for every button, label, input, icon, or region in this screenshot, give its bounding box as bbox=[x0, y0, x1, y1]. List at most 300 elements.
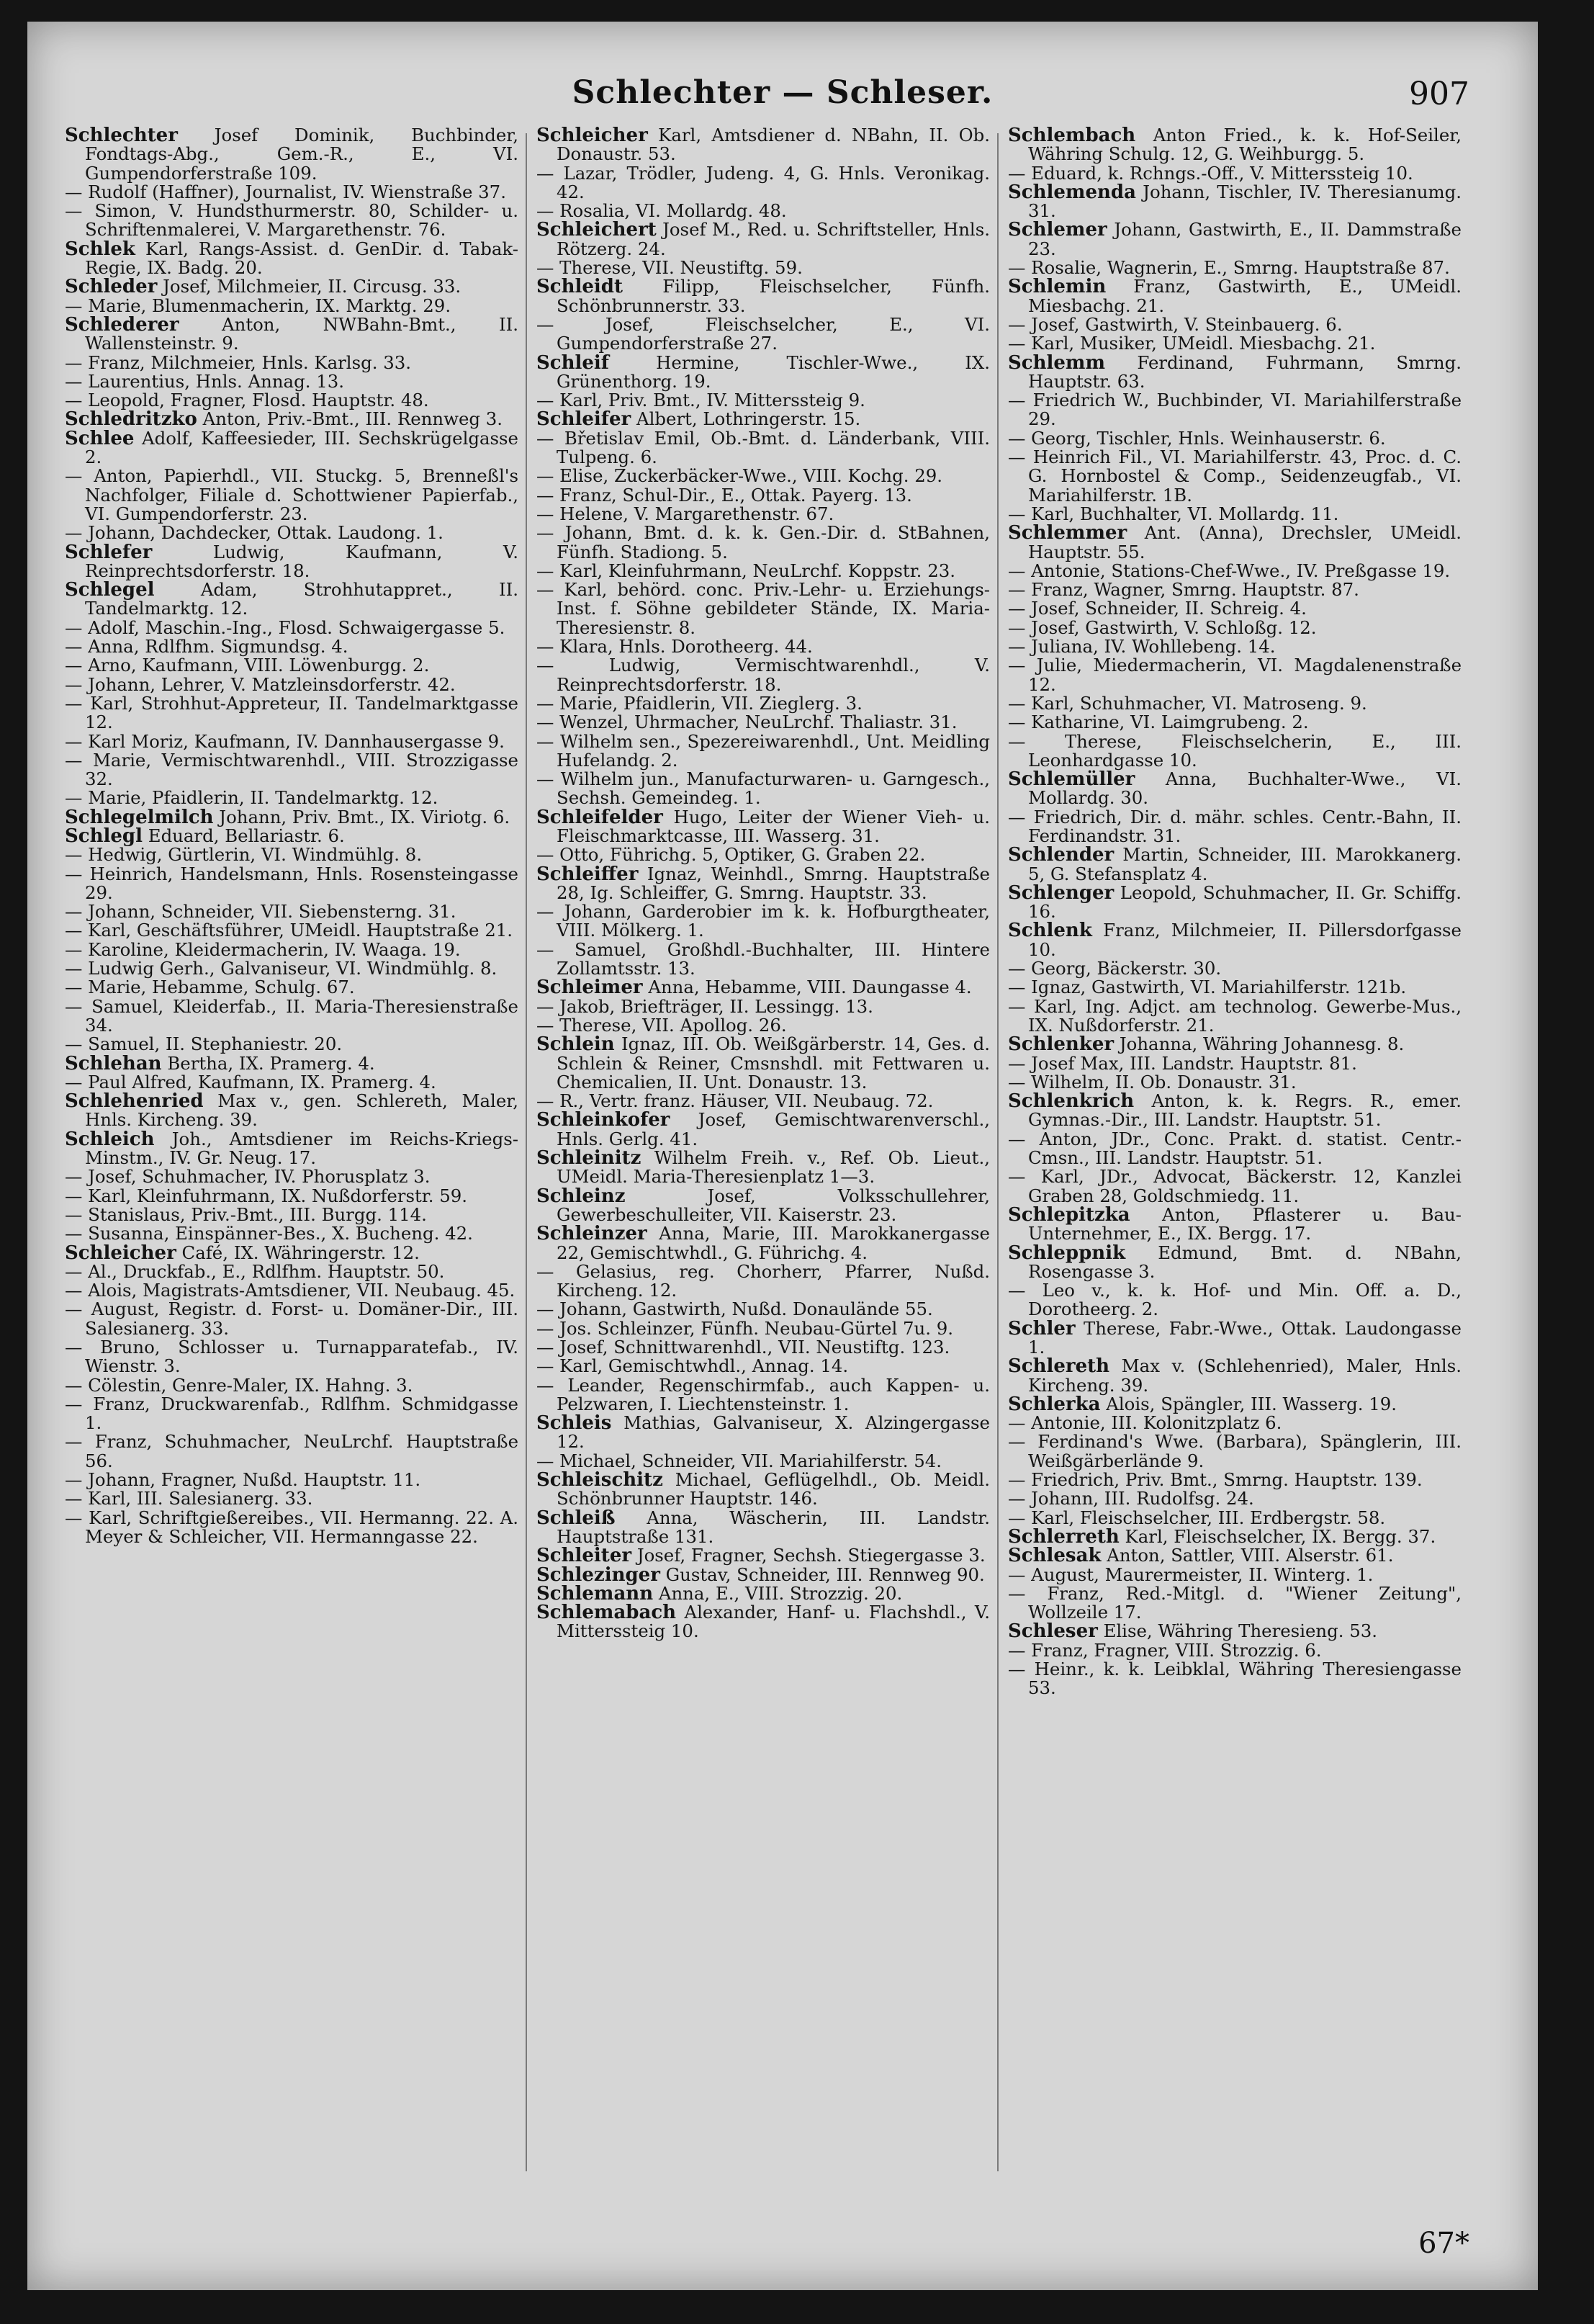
entry-text: — Josef Max, III. Landstr. Hauptstr. 81. bbox=[1008, 1052, 1357, 1074]
entry-text: — Anton, JDr., Conc. Prakt. d. statist. Centr.-Cmsn., III. Landstr. Hauptstr. 51. bbox=[1008, 1128, 1462, 1169]
entry-text: Elise, Währing Theresieng. 53. bbox=[1103, 1620, 1378, 1642]
entry-text: Joh., Amtsdiener im Reichs-Kriegs-Minstm., IV. Gr. Neug. 17. bbox=[85, 1128, 518, 1169]
entry-surname: Schlerka bbox=[1008, 1393, 1101, 1415]
entry-surname: Schlembach bbox=[1008, 126, 1136, 146]
entry-text: Bertha, IX. Pramerg. 4. bbox=[167, 1052, 375, 1074]
directory-entry bbox=[1008, 448, 1462, 505]
entry-text: — Cölestin, Genre-Maler, IX. Hahng. 3. bbox=[65, 1374, 413, 1396]
directory-entry bbox=[1008, 997, 1462, 1036]
directory-entry bbox=[65, 1432, 518, 1471]
directory-entry bbox=[65, 1244, 518, 1262]
entry-surname: Schlemabach bbox=[536, 1602, 677, 1624]
entry-text: — Elise, Zuckerbäcker-Wwe., VIII. Kochg. 29. bbox=[536, 465, 942, 487]
directory-entry bbox=[536, 1338, 990, 1357]
entry-text: — Karl Moriz, Kaufmann, IV. Dannhausergasse 9. bbox=[65, 730, 505, 752]
entry-text: — Antonie, Stations-Chef-Wwe., IV. Preßgasse 19. bbox=[1008, 560, 1451, 581]
column-1 bbox=[65, 126, 518, 2186]
directory-entry bbox=[1008, 580, 1462, 599]
entry-surname: Schleiffer bbox=[536, 863, 639, 885]
directory-entry bbox=[536, 1603, 990, 1641]
entry-surname: Schlehan bbox=[65, 1052, 162, 1074]
directory-entry bbox=[536, 259, 990, 277]
entry-surname: Schleif bbox=[536, 351, 609, 374]
directory-entry bbox=[1008, 959, 1462, 978]
entry-surname: Schlegel bbox=[65, 579, 155, 601]
directory-entry bbox=[1008, 315, 1462, 334]
directory-entry bbox=[65, 808, 518, 827]
entry-surname: Schlenkrich bbox=[1008, 1090, 1135, 1113]
entry-text: — August, Registr. d. Forst- u. Domäner-Dir., III. Salesianerg. 33. bbox=[65, 1298, 518, 1339]
directory-entry bbox=[65, 694, 518, 732]
entry-text: — Johann, Fragner, Nußd. Hauptstr. 11. bbox=[65, 1469, 421, 1491]
entry-text: Anton, Sattler, VIII. Alserstr. 61. bbox=[1107, 1545, 1394, 1566]
entry-text: Josef, Gemischtwarenverschl., Hnls. Gerlg. 41. bbox=[557, 1109, 990, 1149]
entry-text: Karl, Fleischselcher, IX. Bergg. 37. bbox=[1125, 1525, 1436, 1547]
directory-entry bbox=[65, 616, 518, 638]
entry-text: — Anna, Rdlfhm. Sigmundsg. 4. bbox=[65, 636, 348, 658]
directory-entry bbox=[1008, 694, 1462, 713]
directory-entry bbox=[536, 1509, 990, 1547]
entry-text: — Karl, Kleinfuhrmann, NeuLrchf. Koppstr. 23. bbox=[536, 560, 955, 581]
entry-text: — Karl, Geschäftsführer, UMeidl. Hauptstraße 21. bbox=[65, 920, 513, 941]
directory-entry bbox=[1008, 732, 1462, 771]
entry-surname: Schleich bbox=[65, 1128, 155, 1150]
columns bbox=[65, 126, 1476, 2186]
directory-entry bbox=[65, 1376, 518, 1395]
entry-text: — Georg, Bäckerstr. 30. bbox=[1008, 958, 1222, 979]
directory-entry bbox=[65, 372, 518, 391]
entry-text: Franz, Milchmeier, II. Pillersdorfgasse 10. bbox=[1028, 920, 1462, 960]
directory-entry bbox=[536, 467, 990, 485]
entry-text: Albert, Lothringerstr. 15. bbox=[636, 408, 861, 430]
directory-entry bbox=[536, 1035, 990, 1092]
entry-text: Adolf, Kaffeesieder, III. Sechskrügelgasse 2. bbox=[85, 427, 518, 468]
directory-entry bbox=[1008, 1471, 1462, 1489]
entry-text: — Rosalia, VI. Mollardg. 48. bbox=[536, 200, 787, 222]
entry-text: — Karl, Buchhalter, VI. Mollardg. 11. bbox=[1008, 503, 1339, 524]
directory-entry bbox=[536, 524, 990, 562]
directory-entry bbox=[65, 315, 518, 354]
entry-text: — Friedrich, Priv. Bmt., Smrng. Hauptstr. 139. bbox=[1008, 1469, 1423, 1491]
entry-text: — Samuel, II. Stephaniestr. 20. bbox=[65, 1033, 343, 1055]
entry-text: Anton, Pflasterer u. Bau-Unternehmer, E., IX. Bergg. 17. bbox=[1028, 1203, 1462, 1244]
entry-text: — Karl, behörd. conc. Priv.-Lehr- u. Erziehungs-Inst. f. Söhne gebildeter Stände, IX. Maria-Theresienstr. 8. bbox=[536, 579, 990, 638]
entry-text: Leopold, Schuhmacher, II. Gr. Schiffg. 16. bbox=[1028, 881, 1462, 923]
directory-entry bbox=[536, 808, 990, 846]
directory-entry bbox=[1008, 770, 1462, 808]
directory-entry bbox=[65, 1281, 518, 1300]
page-number: 907 bbox=[1409, 76, 1469, 112]
directory-entry bbox=[65, 429, 518, 467]
entry-text: Anna, Marie, III. Marokkanergasse 22, Gemischtwhdl., G. Führichg. 4. bbox=[557, 1223, 990, 1263]
entry-surname: Schlein bbox=[536, 1033, 615, 1056]
directory-entry bbox=[65, 978, 518, 997]
entry-surname: Schlenker bbox=[1008, 1033, 1115, 1056]
entry-text: Anton, Priv.-Bmt., III. Rennweg 3. bbox=[202, 408, 503, 430]
entry-text: — Leander, Regenschirmfab., auch Kappen- u. Pelzwaren, I. Liechtensteinstr. 1. bbox=[536, 1374, 990, 1414]
entry-text: Ignaz, III. Ob. Weißgärberstr. 14, Ges. d. Schlein & Reiner, Cmsnshdl. mit Fettwaren u. Chemicalien, II. Unt. Donaustr. 13. bbox=[557, 1033, 990, 1093]
directory-entry bbox=[536, 732, 990, 771]
entry-text: — Karl, Ing. Adjct. am technolog. Gewerbe-Mus., IX. Nußdorferstr. 21. bbox=[1008, 995, 1462, 1036]
entry-text: — Josef, Schneider, II. Schreig. 4. bbox=[1008, 598, 1307, 619]
directory-entry bbox=[1008, 616, 1462, 638]
directory-entry bbox=[1008, 1073, 1462, 1092]
entry-text: — Franz, Schuhmacher, NeuLrchf. Hauptstraße 56. bbox=[65, 1431, 518, 1471]
entry-text: — Karl, Fleischselcher, III. Erdbergstr. 58. bbox=[1008, 1507, 1386, 1528]
entry-text: Josef Dominik, Buchbinder, Fondtags-Abg., Gem.-R., E., VI. Gumpendorferstraße 109. bbox=[85, 126, 518, 184]
entry-text: — Franz, Wagner, Smrng. Hauptstr. 87. bbox=[1008, 579, 1359, 601]
directory-entry bbox=[536, 845, 990, 864]
directory-entry bbox=[1008, 505, 1462, 524]
directory-entry bbox=[536, 1357, 990, 1376]
entry-text: Adam, Strohhutappret., II. Tandelmarktg. 12. bbox=[85, 579, 518, 619]
entry-surname: Schleimer bbox=[536, 977, 643, 999]
directory-entry bbox=[65, 938, 518, 960]
directory-entry bbox=[536, 202, 990, 220]
directory-entry bbox=[536, 391, 990, 410]
entry-surname: Schleinitz bbox=[536, 1147, 641, 1170]
entry-text: Anna, Wäscherin, III. Landstr. Hauptstraße 131. bbox=[557, 1507, 990, 1547]
entry-text: Johanna, Währing Johannesg. 8. bbox=[1119, 1033, 1405, 1055]
entry-text: — Michael, Schneider, VII. Mariahilferstr. 54. bbox=[536, 1450, 942, 1471]
entry-text: — Heinr., k. k. Leibklal, Währing Theresiengasse 53. bbox=[1008, 1659, 1462, 1699]
entry-text: — Otto, Führichg. 5, Optiker, G. Graben 22. bbox=[536, 844, 926, 866]
entry-text: — Simon, V. Hundsthurmerstr. 80, Schilder- u. Schriftenmalerei, V. Margarethenstr. 76. bbox=[65, 200, 518, 241]
entry-surname: Schlender bbox=[1008, 844, 1115, 866]
entry-text: — Paul Alfred, Kaufmann, IX. Pramerg. 4. bbox=[65, 1071, 436, 1093]
entry-text: Café, IX. Währingerstr. 12. bbox=[181, 1242, 420, 1263]
entry-text: — Klara, Hnls. Dorotheerg. 44. bbox=[536, 636, 813, 658]
entry-text: — Heinrich Fil., VI. Mariahilferstr. 43, Proc. d. C. G. Hornbostel & Comp., Seidenzeugfab., VI. Mariahilferstr. 1B. bbox=[1008, 447, 1462, 506]
entry-text: — Johann, Dachdecker, Ottak. Laudong. 1. bbox=[65, 522, 443, 544]
directory-entry bbox=[1008, 656, 1462, 694]
directory-entry bbox=[1008, 881, 1462, 923]
entry-text: — Therese, VII. Apollog. 26. bbox=[536, 1014, 787, 1036]
directory-entry bbox=[65, 865, 518, 903]
directory-entry bbox=[536, 1092, 990, 1111]
entry-text: — Rosalie, Wagnerin, E., Smrng. Hauptstraße 87. bbox=[1008, 257, 1450, 279]
entry-surname: Schleifelder bbox=[536, 806, 663, 828]
directory-entry bbox=[536, 1300, 990, 1319]
directory-entry bbox=[536, 938, 990, 979]
entry-text: Ferdinand, Fuhrmann, Smrng. Hauptstr. 63. bbox=[1028, 351, 1462, 392]
entry-surname: Schlee bbox=[65, 427, 135, 449]
entry-text: — Ludwig Gerh., Galvaniseur, VI. Windmühlg. 8. bbox=[65, 958, 497, 979]
entry-text: Anton Fried., k. k. Hof-Seiler, Währing Schulg. 12, G. Weihburgg. 5. bbox=[1028, 126, 1462, 165]
entry-text: — Samuel, Kleiderfab., II. Maria-Theresienstraße 34. bbox=[65, 995, 518, 1036]
entry-text: Josef M., Red. u. Schriftsteller, Hnls. Rötzerg. 24. bbox=[557, 219, 990, 259]
directory-entry bbox=[1008, 1130, 1462, 1168]
directory-entry bbox=[65, 297, 518, 315]
directory-entry bbox=[65, 1130, 518, 1168]
entry-text: Eduard, Bellariastr. 6. bbox=[148, 825, 345, 846]
directory-entry bbox=[1008, 1319, 1462, 1358]
directory-entry bbox=[65, 1054, 518, 1073]
entry-text: Franz, Gastwirth, E., UMeidl. Miesbachg. 21. bbox=[1028, 276, 1462, 316]
directory-entry bbox=[65, 845, 518, 864]
entry-surname: Schlenk bbox=[1008, 920, 1092, 942]
entry-text: — Heinrich, Handelsmann, Hnls. Rosensteingasse 29. bbox=[65, 863, 518, 903]
directory-entry bbox=[65, 959, 518, 978]
directory-entry bbox=[536, 1319, 990, 1338]
directory-entry bbox=[536, 694, 990, 713]
entry-text: — Johann, III. Rudolfsg. 24. bbox=[1008, 1488, 1254, 1509]
entry-surname: Schlechter bbox=[65, 126, 178, 146]
entry-text: Anna, Buchhalter-Wwe., VI. Mollardg. 30. bbox=[1028, 768, 1462, 809]
column-2 bbox=[536, 126, 990, 2186]
entry-text: — Karl, Schuhmacher, VI. Matroseng. 9. bbox=[1008, 692, 1367, 714]
directory-entry bbox=[536, 1584, 990, 1603]
directory-entry bbox=[1008, 978, 1462, 997]
entry-surname: Schlereth bbox=[1008, 1355, 1110, 1378]
directory-entry bbox=[65, 732, 518, 751]
directory-entry bbox=[65, 183, 518, 202]
directory-entry bbox=[65, 997, 518, 1036]
entry-text: — Arno, Kaufmann, VIII. Löwenburgg. 2. bbox=[65, 655, 430, 676]
entry-surname: Schleis bbox=[536, 1412, 612, 1435]
entry-surname: Schleischitz bbox=[536, 1469, 663, 1491]
directory-entry bbox=[536, 505, 990, 524]
entry-text: — Georg, Tischler, Hnls. Weinhauserstr. 6. bbox=[1008, 427, 1386, 449]
running-head: Schlechter — Schleser. bbox=[572, 74, 994, 111]
directory-entry bbox=[1008, 391, 1462, 429]
entry-text: — Gelasius, reg. Chorherr, Pfarrer, Nußd. Kircheng. 12. bbox=[536, 1260, 990, 1301]
directory-entry bbox=[1008, 1563, 1462, 1585]
directory-entry bbox=[65, 673, 518, 695]
entry-text: — Ignaz, Gastwirth, VI. Mariahilferstr. 121b. bbox=[1008, 977, 1407, 998]
directory-entry bbox=[1008, 1509, 1462, 1527]
entry-surname: Schlesak bbox=[1008, 1545, 1102, 1567]
entry-text: — R., Vertr. franz. Häuser, VII. Neubaug. 72. bbox=[536, 1090, 934, 1112]
entry-surname: Schlenger bbox=[1008, 881, 1115, 904]
directory-entry bbox=[1008, 921, 1462, 959]
entry-text: — Josef, Gastwirth, V. Steinbauerg. 6. bbox=[1008, 313, 1343, 335]
entry-surname: Schleinz bbox=[536, 1185, 626, 1207]
directory-entry bbox=[65, 126, 518, 183]
entry-surname: Schleder bbox=[65, 276, 158, 298]
entry-text: Hugo, Leiter der Wiener Vieh- u. Fleischmarktcasse, III. Wasserg. 31. bbox=[557, 806, 990, 846]
entry-text: Anton, k. k. Regrs. R., emer. Gymnas.-Dir., III. Landstr. Hauptstr. 51. bbox=[1028, 1090, 1462, 1131]
directory-entry bbox=[536, 865, 990, 903]
entry-surname: Schlehenried bbox=[65, 1090, 204, 1113]
page-header bbox=[27, 61, 1538, 126]
entry-surname: Schleinzer bbox=[536, 1223, 647, 1245]
entry-text: Martin, Schneider, III. Marokkanerg. 5, G. Stefansplatz 4. bbox=[1028, 844, 1462, 884]
entry-surname: Schleiter bbox=[536, 1545, 632, 1567]
entry-surname: Schlemin bbox=[1008, 276, 1107, 298]
directory-entry bbox=[1008, 808, 1462, 846]
entry-text: Max v., gen. Schlereth, Maler, Hnls. Kircheng. 39. bbox=[85, 1090, 518, 1131]
entry-text: — Josef, Schuhmacher, IV. Phorusplatz 3. bbox=[65, 1166, 431, 1188]
entry-text: — Marie, Blumenmacherin, IX. Marktg. 29. bbox=[65, 295, 451, 316]
entry-surname: Schledritzko bbox=[65, 408, 197, 431]
directory-entry bbox=[1008, 562, 1462, 580]
entry-text: — Adolf, Maschin.-Ing., Flosd. Schwaigergasse 5. bbox=[65, 616, 505, 638]
entry-text: — Karl, Musiker, UMeidl. Miesbachg. 21. bbox=[1008, 333, 1376, 354]
directory-entry bbox=[1008, 845, 1462, 884]
entry-text: — Franz, Red.-Mitgl. d. "Wiener Zeitung", Wollzeile 17. bbox=[1008, 1582, 1462, 1623]
entry-text: — Antonie, III. Kolonitzplatz 6. bbox=[1008, 1412, 1282, 1434]
entry-text: — Anton, Papierhdl., VII. Stuckg. 5, Brenneßl's Nachfolger, Filiale d. Schottwiener Papierfab., VI. Gumpendorferstr. 23. bbox=[65, 465, 518, 524]
directory-entry bbox=[1008, 1622, 1462, 1641]
entry-surname: Schlemer bbox=[1008, 219, 1107, 241]
entry-text: — Leopold, Fragner, Flosd. Hauptstr. 48. bbox=[65, 390, 429, 411]
entry-surname: Schleifer bbox=[536, 408, 631, 431]
entry-text: — Helene, V. Margarethenstr. 67. bbox=[536, 503, 834, 524]
directory-entry bbox=[1008, 1641, 1462, 1660]
directory-entry bbox=[536, 713, 990, 732]
entry-text: Michael, Geflügelhdl., Ob. Meidl. Schönbrunner Hauptstr. 146. bbox=[557, 1469, 990, 1509]
directory-entry bbox=[1008, 126, 1462, 164]
entry-text: Johann, Gastwirth, E., II. Dammstraße 23. bbox=[1028, 219, 1462, 259]
entry-text: — Marie, Pfaidlerin, VII. Zieglerg. 3. bbox=[536, 692, 863, 714]
entry-text: — Al., Druckfab., E., Rdlfhm. Hauptstr. 50. bbox=[65, 1260, 445, 1282]
directory-entry bbox=[65, 1092, 518, 1130]
entry-text: — Alois, Magistrats-Amtsdiener, VII. Neubaug. 45. bbox=[65, 1280, 515, 1301]
directory-entry bbox=[536, 220, 990, 259]
entry-text: — Wilhelm jun., Manufacturwaren- u. Garngesch., Sechsh. Gemeindeg. 1. bbox=[536, 768, 990, 809]
directory-entry bbox=[65, 1338, 518, 1376]
directory-entry bbox=[1008, 1414, 1462, 1432]
entry-surname: Schlegelmilch bbox=[65, 806, 214, 828]
directory-entry bbox=[65, 277, 518, 296]
directory-entry bbox=[536, 1546, 990, 1565]
directory-entry bbox=[65, 1471, 518, 1489]
directory-entry bbox=[536, 1149, 990, 1187]
entry-text: — Karl, Priv. Bmt., IV. Mitterssteig 9. bbox=[536, 390, 865, 411]
directory-entry bbox=[65, 789, 518, 807]
directory-entry bbox=[536, 1563, 990, 1586]
directory-entry bbox=[1008, 220, 1462, 259]
entry-surname: Schlegl bbox=[65, 825, 143, 847]
entry-text: — Marie, Pfaidlerin, II. Tandelmarktg. 12. bbox=[65, 787, 438, 809]
entry-text: — Eduard, k. Rchngs.-Off., V. Mitterssteig 10. bbox=[1008, 162, 1413, 184]
entry-text: — Bruno, Schlosser u. Turnapparatefab., IV. Wienstr. 3. bbox=[65, 1337, 518, 1377]
signature-mark: 67* bbox=[1418, 2227, 1469, 2260]
entry-surname: Schler bbox=[1008, 1317, 1076, 1340]
entry-text: Johann, Priv. Bmt., IX. Viriotg. 6. bbox=[219, 806, 510, 827]
directory-entry bbox=[1008, 1167, 1462, 1206]
directory-entry bbox=[536, 997, 990, 1016]
entry-text: Ignaz, Weinhdl., Smrng. Hauptstraße 28, Ig. Schleiffer, G. Smrng. Hauptstr. 33. bbox=[557, 863, 990, 903]
directory-entry bbox=[536, 1262, 990, 1301]
directory-entry bbox=[536, 1452, 990, 1471]
directory-entry bbox=[1008, 637, 1462, 656]
directory-entry bbox=[536, 1471, 990, 1509]
entry-text: Karl, Amtsdiener d. NBahn, II. Ob. Donaustr. 53. bbox=[557, 126, 990, 165]
entry-text: — Jos. Schleinzer, Fünfh. Neubau-Gürtel 7u. 9. bbox=[536, 1317, 954, 1339]
directory-entry bbox=[65, 1035, 518, 1054]
entry-text: — Jakob, Briefträger, II. Lessingg. 13. bbox=[536, 995, 873, 1017]
entry-text: — Rudolf (Haffner), Journalist, IV. Wienstraße 37. bbox=[65, 181, 506, 202]
directory-entry bbox=[65, 580, 518, 619]
entry-surname: Schleppnik bbox=[1008, 1242, 1126, 1264]
entry-text: — Ferdinand's Wwe. (Barbara), Spänglerin, III. Weißgärberlände 9. bbox=[1008, 1431, 1462, 1471]
entry-text: Josef, Volksschullehrer, Gewerbeschulleiter, VII. Kaiserstr. 23. bbox=[557, 1185, 990, 1225]
entry-text: — Wilhelm sen., Spezereiwarenhdl., Unt. Meidling Hufelandg. 2. bbox=[536, 730, 990, 771]
entry-surname: Schlederer bbox=[65, 313, 179, 336]
directory-entry bbox=[1008, 524, 1462, 562]
entry-text: Josef, Milchmeier, II. Circusg. 33. bbox=[163, 276, 461, 297]
directory-entry bbox=[1008, 1489, 1462, 1508]
entry-text: — Johann, Schneider, VII. Siebensterng. 31. bbox=[65, 901, 456, 923]
directory-entry bbox=[65, 524, 518, 542]
directory-entry bbox=[1008, 713, 1462, 732]
entry-surname: Schlemüller bbox=[1008, 768, 1135, 791]
directory-entry bbox=[1008, 1584, 1462, 1623]
entry-surname: Schlepitzka bbox=[1008, 1203, 1130, 1226]
entry-text: — Marie, Vermischtwarenhdl., VIII. Strozzigasse 32. bbox=[65, 749, 518, 790]
entry-text: Johann, Tischler, IV. Theresianumg. 31. bbox=[1028, 181, 1462, 222]
entry-text: — Josef, Gastwirth, V. Schloßg. 12. bbox=[1008, 616, 1317, 638]
directory-entry bbox=[1008, 1546, 1462, 1565]
column-rule bbox=[526, 133, 527, 2171]
entry-surname: Schlemenda bbox=[1008, 181, 1136, 203]
directory-entry bbox=[1008, 1054, 1462, 1073]
entry-surname: Schleinkofer bbox=[536, 1109, 670, 1131]
entry-surname: Schleichert bbox=[536, 219, 657, 241]
entry-text: — Johann, Garderobier im k. k. Hofburgtheater, VIII. Mölkerg. 1. bbox=[536, 901, 990, 941]
directory-entry bbox=[65, 1300, 518, 1338]
directory-entry bbox=[536, 164, 990, 202]
directory-entry bbox=[65, 921, 518, 940]
entry-text: — Johann, Gastwirth, Nußd. Donaulände 55. bbox=[536, 1298, 933, 1320]
directory-entry bbox=[65, 1203, 518, 1225]
directory-entry bbox=[65, 1489, 518, 1508]
entry-text: — Břetislav Emil, Ob.-Bmt. d. Länderbank, VIII. Tulpeng. 6. bbox=[536, 427, 990, 468]
directory-entry bbox=[536, 562, 990, 580]
entry-text: Karl, Rangs-Assist. d. GenDir. d. Tabak-Regie, IX. Badg. 20. bbox=[85, 238, 518, 279]
directory-entry bbox=[536, 1187, 990, 1225]
directory-entry bbox=[1008, 429, 1462, 448]
entry-text: Ant. (Anna), Drechsler, UMeidl. Hauptstr. 55. bbox=[1028, 522, 1462, 562]
entry-text: — Josef, Fleischselcher, E., VI. Gumpendorferstraße 27. bbox=[536, 313, 990, 354]
directory-entry bbox=[65, 902, 518, 921]
directory-entry bbox=[1008, 1357, 1462, 1395]
directory-entry bbox=[536, 978, 990, 997]
entry-text: — Josef, Schnittwarenhdl., VII. Neustiftg. 123. bbox=[536, 1337, 950, 1358]
directory-entry bbox=[65, 1224, 518, 1243]
entry-text: — Samuel, Großhdl.-Buchhalter, III. Hintere Zollamtsstr. 13. bbox=[536, 938, 990, 979]
directory-entry bbox=[536, 580, 990, 637]
directory-entry bbox=[1008, 1432, 1462, 1471]
directory-entry bbox=[1008, 351, 1462, 392]
directory-entry bbox=[1008, 1035, 1462, 1054]
entry-text: Josef, Fragner, Sechsh. Stiegergasse 3. bbox=[636, 1545, 986, 1566]
entry-text: Wilhelm Freih. v., Ref. Ob. Lieut., UMeidl. Maria-Theresienplatz 1—3. bbox=[557, 1147, 990, 1188]
directory-entry bbox=[536, 1414, 990, 1452]
directory-entry bbox=[1008, 1281, 1462, 1319]
directory-entry bbox=[65, 1167, 518, 1186]
entry-text: Anna, Hebamme, VIII. Daungasse 4. bbox=[648, 977, 972, 998]
column-3 bbox=[1008, 126, 1462, 2186]
entry-text: — August, Maurermeister, II. Winterg. 1. bbox=[1008, 1563, 1374, 1585]
entry-text: Gustav, Schneider, III. Rennweg 90. bbox=[665, 1563, 985, 1585]
entry-text: — Karl, Strohhut-Appreteur, II. Tandelmarktgasse 12. bbox=[65, 692, 518, 733]
entry-text: — Katharine, VI. Laimgrubeng. 2. bbox=[1008, 712, 1309, 733]
entry-surname: Schleser bbox=[1008, 1620, 1098, 1643]
entry-text: Filipp, Fleischselcher, Fünfh. Schönbrunnerstr. 33. bbox=[557, 276, 990, 316]
directory-entry bbox=[65, 543, 518, 581]
entry-text: — Stanislaus, Priv.-Bmt., III. Burgg. 114. bbox=[65, 1203, 427, 1225]
directory-entry bbox=[65, 751, 518, 789]
entry-text: — Julie, Miedermacherin, VI. Magdalenenstraße 12. bbox=[1008, 655, 1462, 695]
entry-text: Alexander, Hanf- u. Flachshdl., V. Mitterssteig 10. bbox=[557, 1602, 990, 1642]
entry-text: — Franz, Druckwarenfab., Rdlfhm. Schmidgasse 1. bbox=[65, 1393, 518, 1434]
directory-entry bbox=[536, 315, 990, 354]
entry-surname: Schlezinger bbox=[536, 1563, 660, 1586]
entry-surname: Schleiß bbox=[536, 1507, 616, 1529]
